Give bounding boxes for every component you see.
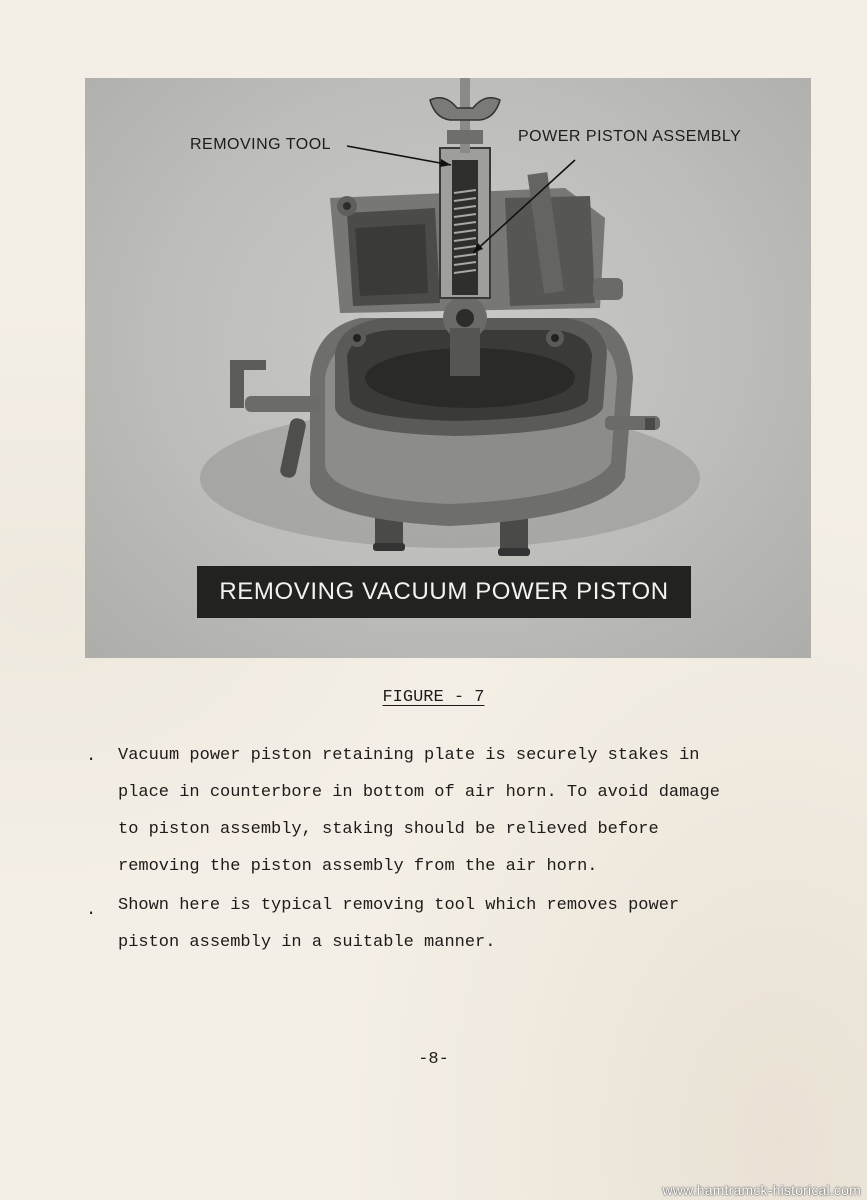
paragraph-line: place in counterbore in bottom of air horn. To avoid damage xyxy=(118,783,720,802)
carburetor-photo xyxy=(85,78,811,658)
photo-title-banner: REMOVING VACUUM POWER PISTON xyxy=(197,566,691,618)
bullet-paragraph xyxy=(118,887,818,961)
paragraph-line: removing the piston assembly from the air horn. xyxy=(118,857,598,876)
figure-caption-text: FIGURE - 7 xyxy=(382,688,485,707)
paragraph-line: Vacuum power piston retaining plate is securely stakes in xyxy=(118,746,700,765)
power-piston-assembly-callout: POWER PISTON ASSEMBLY xyxy=(518,128,742,145)
paragraph-line: to piston assembly, staking should be relieved before xyxy=(118,820,659,839)
site-watermark: www.hamtramck-historical.com xyxy=(662,1182,861,1198)
page-number: -8- xyxy=(418,1050,449,1069)
paragraph-line: piston assembly in a suitable manner. xyxy=(118,933,496,952)
figure-caption xyxy=(0,688,867,707)
bullet-mark: . xyxy=(86,901,97,920)
bullet-mark: . xyxy=(86,747,97,766)
removing-tool-callout: REMOVING TOOL xyxy=(190,136,332,153)
paragraph-line: Shown here is typical removing tool which removes power xyxy=(118,896,680,915)
bullet-paragraph xyxy=(118,737,818,885)
